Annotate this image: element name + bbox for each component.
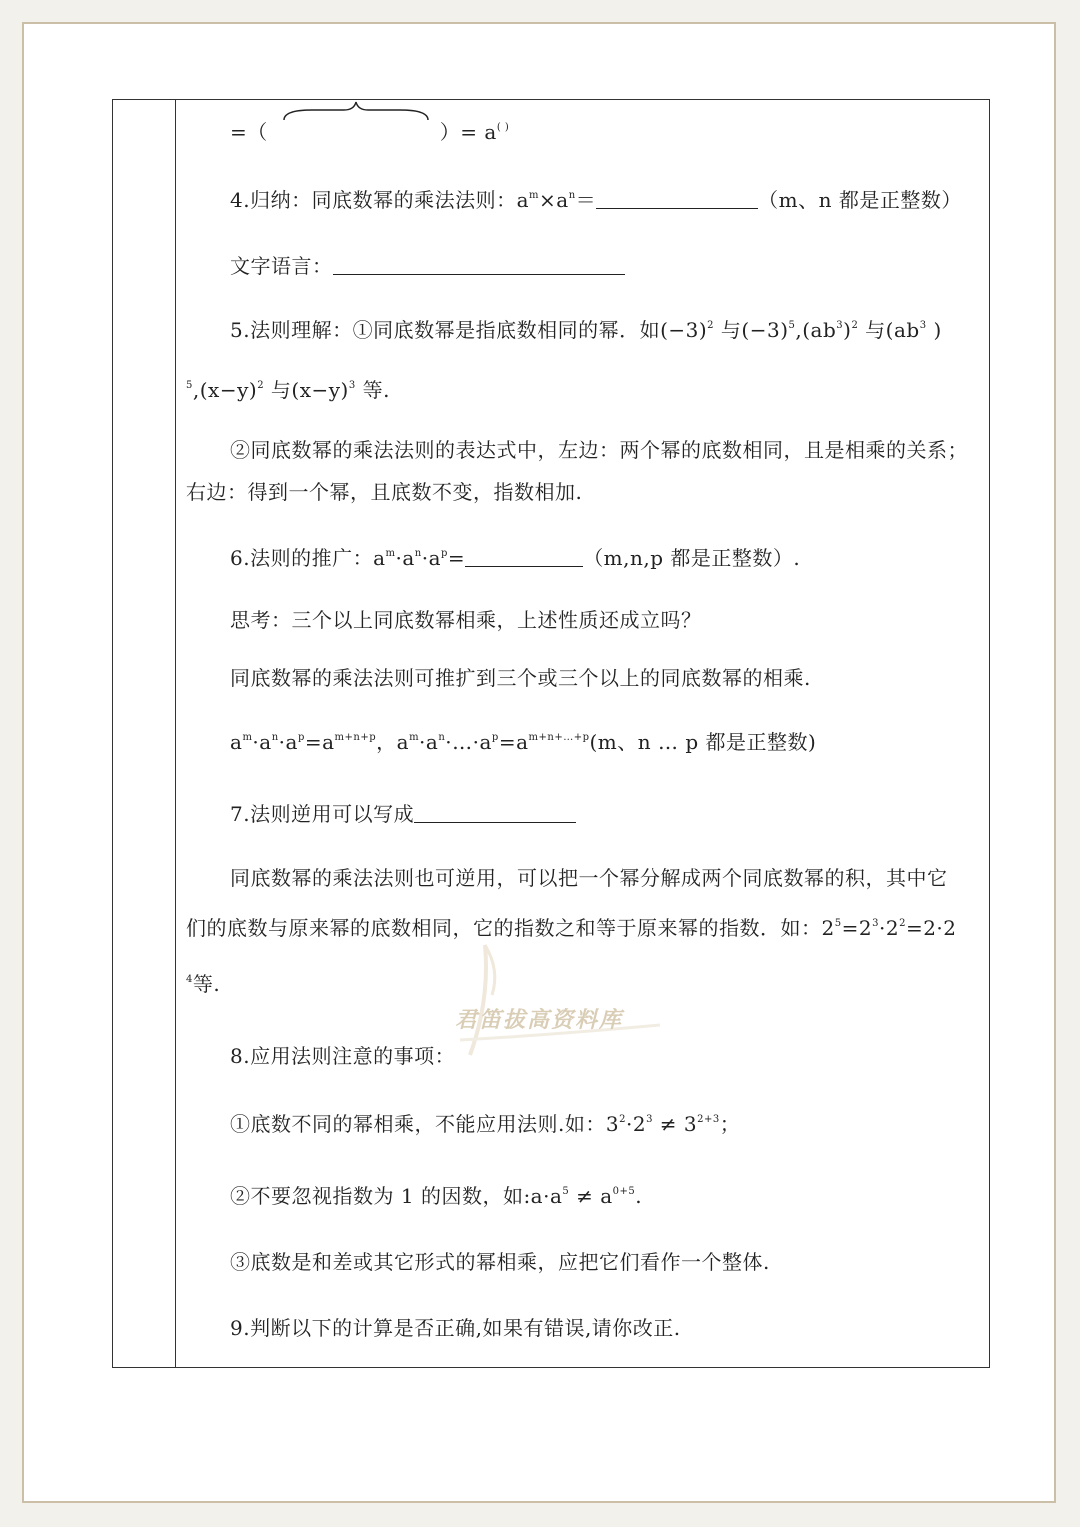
answer-blank-7: [414, 802, 576, 823]
watermark-reed-icon: [430, 940, 670, 1060]
note-2: ②不要忽视指数为 1 的因数，如$:a\cdot a^5 \ne a^{0+5}$.: [230, 1184, 643, 1208]
answer-blank-6: [465, 546, 583, 567]
row-0-close: ）= a: [439, 120, 497, 144]
row-0-exp: ( ): [496, 122, 510, 133]
item-7: 7.法则逆用可以写成: [230, 800, 576, 828]
item-9: 9.判断以下的计算是否正确,如果有错误,请你改正.: [230, 1316, 681, 1340]
item-4: 4.归纳：同底数幂的乘法法则：$a^m\times a^n= (m$、n 都是正整数）: [230, 188, 962, 212]
table-column-divider: [175, 99, 176, 1368]
item-5-line-2: $^5,(x-y)^2$ 与$(x-y)^3$ 等.: [186, 378, 390, 402]
note-3: ③底数是和差或其它形式的幂相乘，应把它们看作一个整体.: [230, 1250, 770, 1274]
note-1: ①底数不同的幂相乘，不能应用法则.如：$3^2\cdot 2^3 \ne 3^{2+3}$；: [230, 1112, 741, 1136]
think-question: 思考：三个以上同底数幂相乘，上述性质还成立吗？: [230, 608, 702, 632]
item-5: 5.法则理解：①同底数幂是指底数相同的幂．如$(-3)^2$ 与$(-3)^5,(ab^3)^2$ 与($ab^3$ ): [230, 318, 942, 342]
reverse-line-2: 们的底数与原来幂的底数相同，它的指数之和等于原来幂的指数．如：$2^5=2^3\cdot 2^2=2\cdot 2$: [186, 916, 957, 940]
item-5b-line-2: 右边：得到一个幂，且底数不变，指数相加.: [186, 480, 583, 504]
row-0-open: =（: [230, 120, 268, 144]
answer-blank-4: [596, 188, 758, 209]
extend-statement: 同底数幂的乘法法则可推扩到三个或三个以上的同底数幂的相乘.: [230, 666, 811, 690]
row-0-formula: [230, 118, 509, 146]
watermark-text: 君笛拔高资料库: [455, 1007, 624, 1033]
reverse-line-1: 同底数幂的乘法法则也可逆用，可以把一个幂分解成两个同底数幂的积，其中它: [230, 866, 948, 890]
answer-blank-4b: [333, 254, 625, 275]
item-6: 6.法则的推广：$a^m\cdot a^n\cdot a^p= (m,n,p$ 都是正整数）.: [230, 546, 801, 570]
item-5b-line-1: ②同底数幂的乘法法则的表达式中，左边：两个幂的底数相同，且是相乘的关系；: [230, 438, 968, 462]
item-4-text-language: 文字语言：: [230, 252, 625, 280]
item-8: 8.应用法则注意的事项：: [230, 1044, 456, 1068]
reverse-line-3: $^4$等.: [186, 972, 221, 996]
extend-formula: $a^m\cdot a^n\cdot a^p=a^{m+n+p}$，$a^m\cdot a^n\cdot\dots\cdot a^p=a^{m+n+\dots+p}(m$、n … p 都是正整数): [230, 730, 817, 754]
